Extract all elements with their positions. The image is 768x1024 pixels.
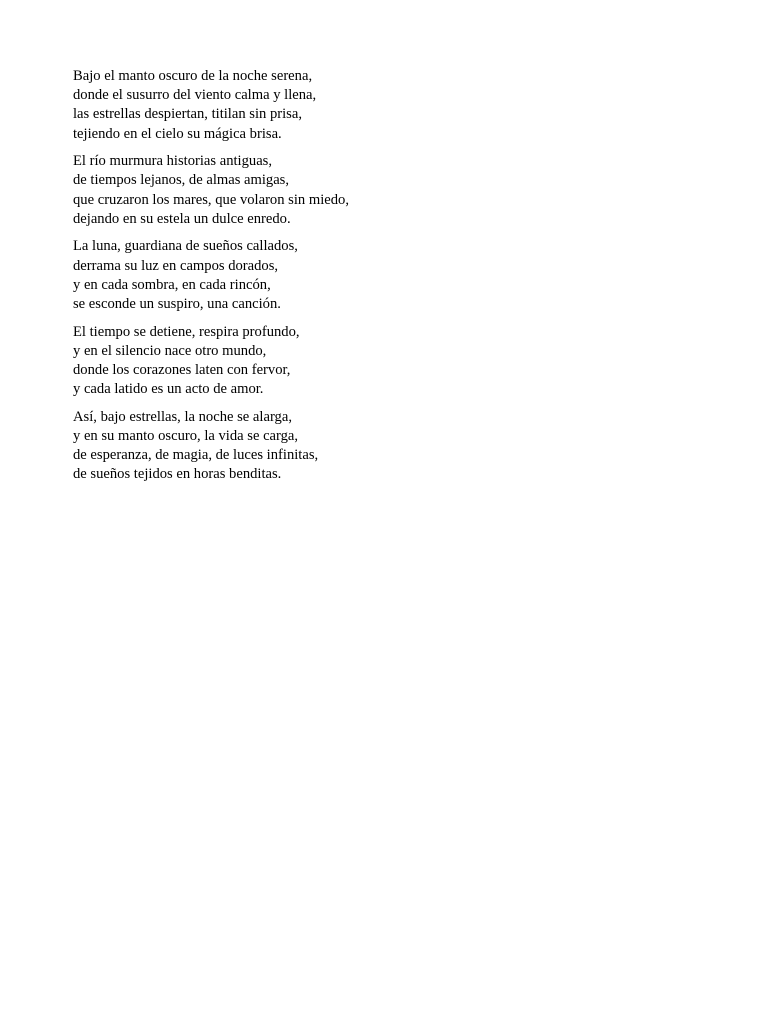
stanza-4 [73, 323, 768, 400]
poem-line: dejando en su estela un dulce enredo. [73, 210, 291, 227]
poem-line: Así, bajo estrellas, la noche se alarga, [73, 408, 292, 425]
poem-line: y en cada sombra, en cada rincón, [73, 276, 271, 293]
poem-line: tejiendo en el cielo su mágica brisa. [73, 125, 282, 142]
poem-line: que cruzaron los mares, que volaron sin miedo, [73, 191, 349, 208]
poem-line: se esconde un suspiro, una canción. [73, 296, 281, 313]
poem-line: de tiempos lejanos, de almas amigas, [73, 172, 290, 189]
poem-line: derrama su luz en campos dorados, [73, 257, 279, 274]
poem-line: y en el silencio nace otro mundo, [73, 342, 267, 359]
poem-line: de esperanza, de magia, de luces infinitas, [73, 447, 319, 464]
poem-line: y cada latido es un acto de amor. [73, 381, 264, 398]
poem-line: donde el susurro del viento calma y llena, [73, 87, 317, 104]
stanza-2 [73, 152, 768, 229]
poem-line: y en su manto oscuro, la vida se carga, [73, 428, 299, 445]
poem-line: de sueños tejidos en horas benditas. [73, 466, 282, 483]
poem-line: El tiempo se detiene, respira profundo, [73, 323, 300, 340]
poem-line: las estrellas despiertan, titilan sin prisa, [73, 106, 302, 123]
poem-line: donde los corazones laten con fervor, [73, 362, 291, 379]
stanza-5 [73, 408, 768, 485]
poem-line: La luna, guardiana de sueños callados, [73, 238, 298, 255]
poem-line: Bajo el manto oscuro de la noche serena, [73, 68, 313, 84]
stanza-1 [73, 67, 768, 144]
stanza-3 [73, 237, 768, 314]
poem-line: El río murmura historias antiguas, [73, 153, 273, 170]
